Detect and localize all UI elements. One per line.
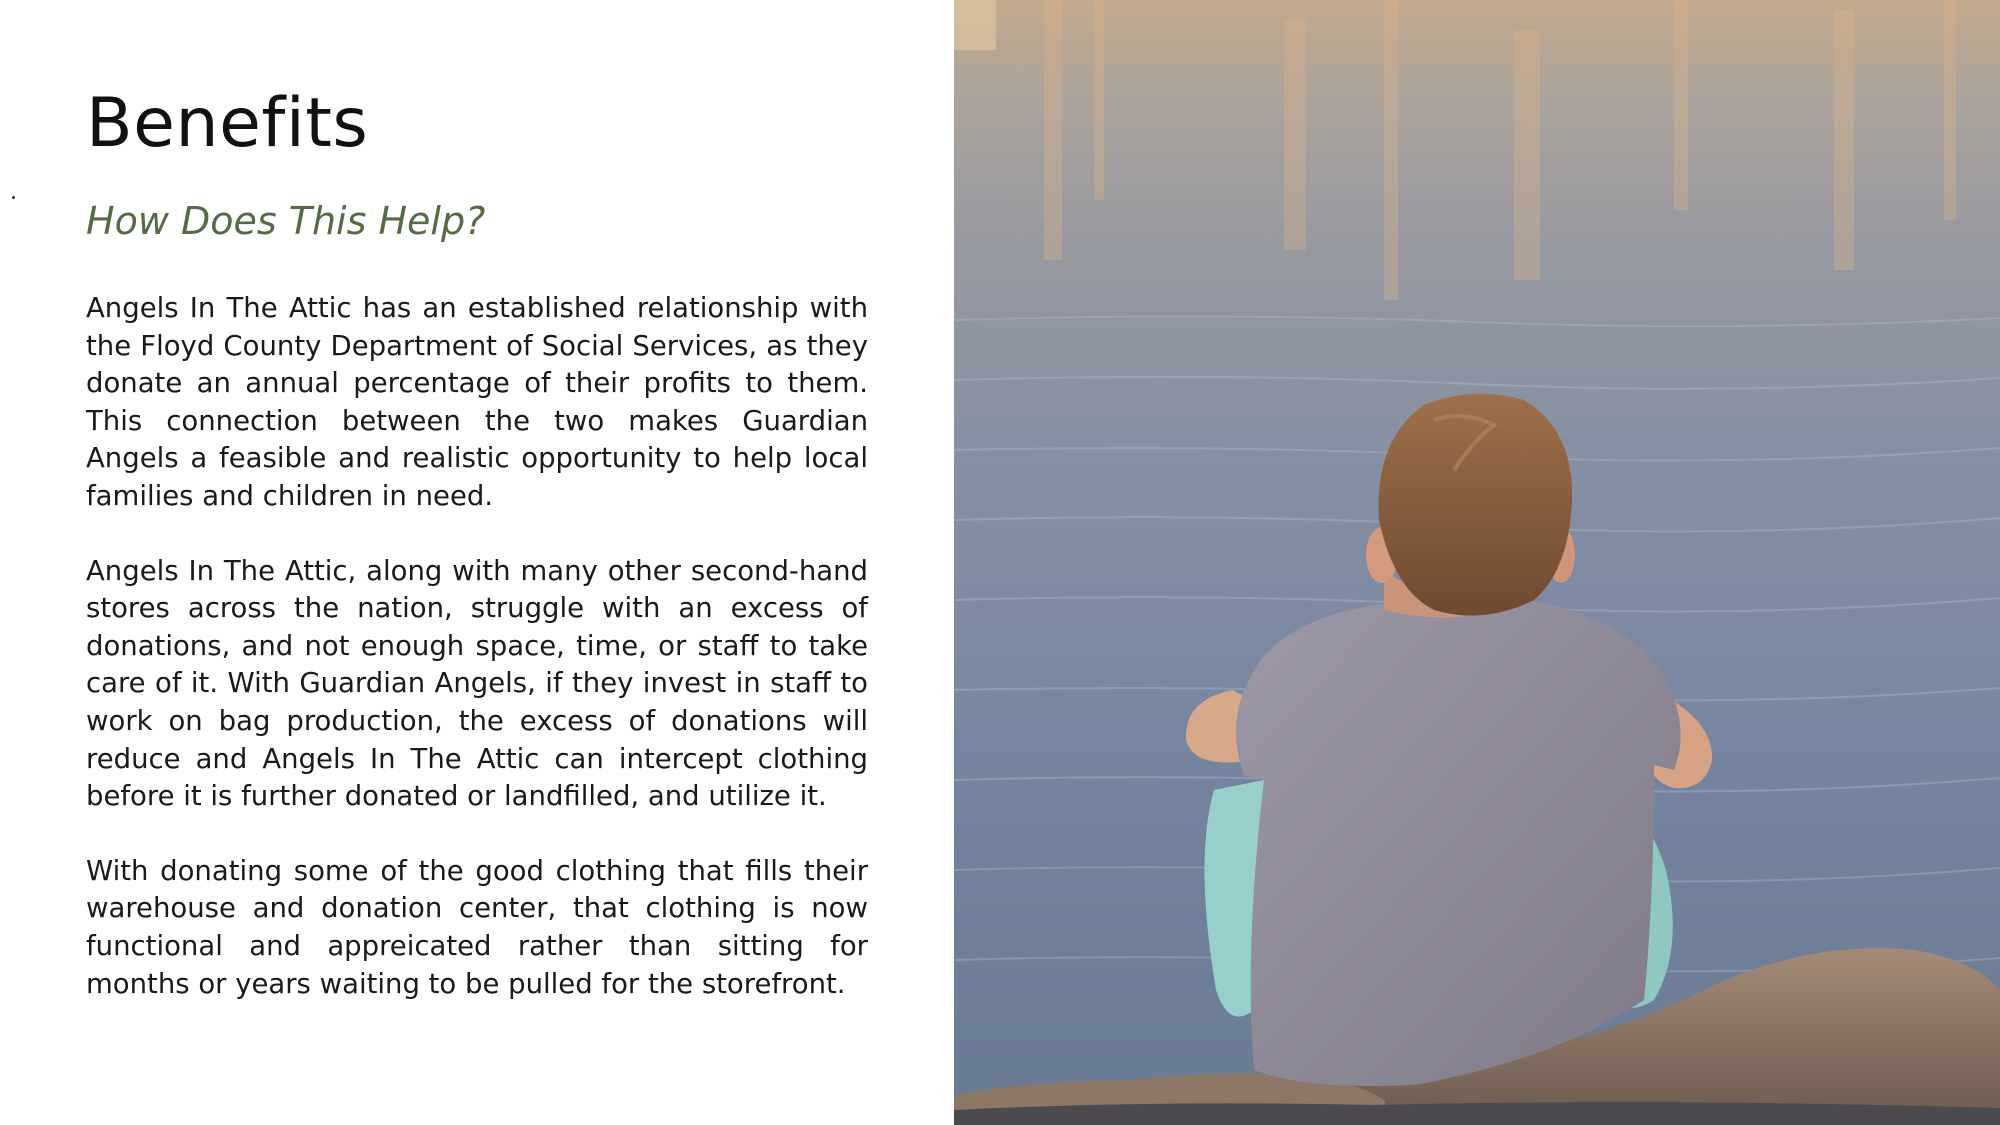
body-paragraph-2: Angels In The Attic, along with many other second-hand stores across the nation, struggle with an excess of donations, and not enough space, time, or staff to take care of it. With Guardian Angels, if they invest in staff to work on bag production, the excess of donations will reduce and Angels In The Attic can intercept clothing before it is further donated or landfilled, and utilize it.	[86, 554, 868, 813]
slide-title: Benefits	[86, 84, 369, 163]
photo-boy-by-water	[954, 0, 2000, 1125]
body-paragraph-3: With donating some of the good clothing that fills their warehouse and donation center, that clothing is now functional and appreicated rather than sitting for months or years waiting to be pulled for the storefront.	[86, 854, 868, 1000]
body-paragraph-1: Angels In The Attic has an established relationship with the Floyd County Department of Social Services, as they donate an annual percentage of their profits to them. This connection between the two makes Guardian Angels a feasible and realistic opportunity to help local families and children in need.	[86, 292, 868, 512]
slide-subtitle: How Does This Help?	[86, 199, 486, 243]
stray-dot	[12, 196, 15, 199]
text-panel	[86, 80, 868, 1003]
photo-illustration	[954, 0, 2000, 1125]
